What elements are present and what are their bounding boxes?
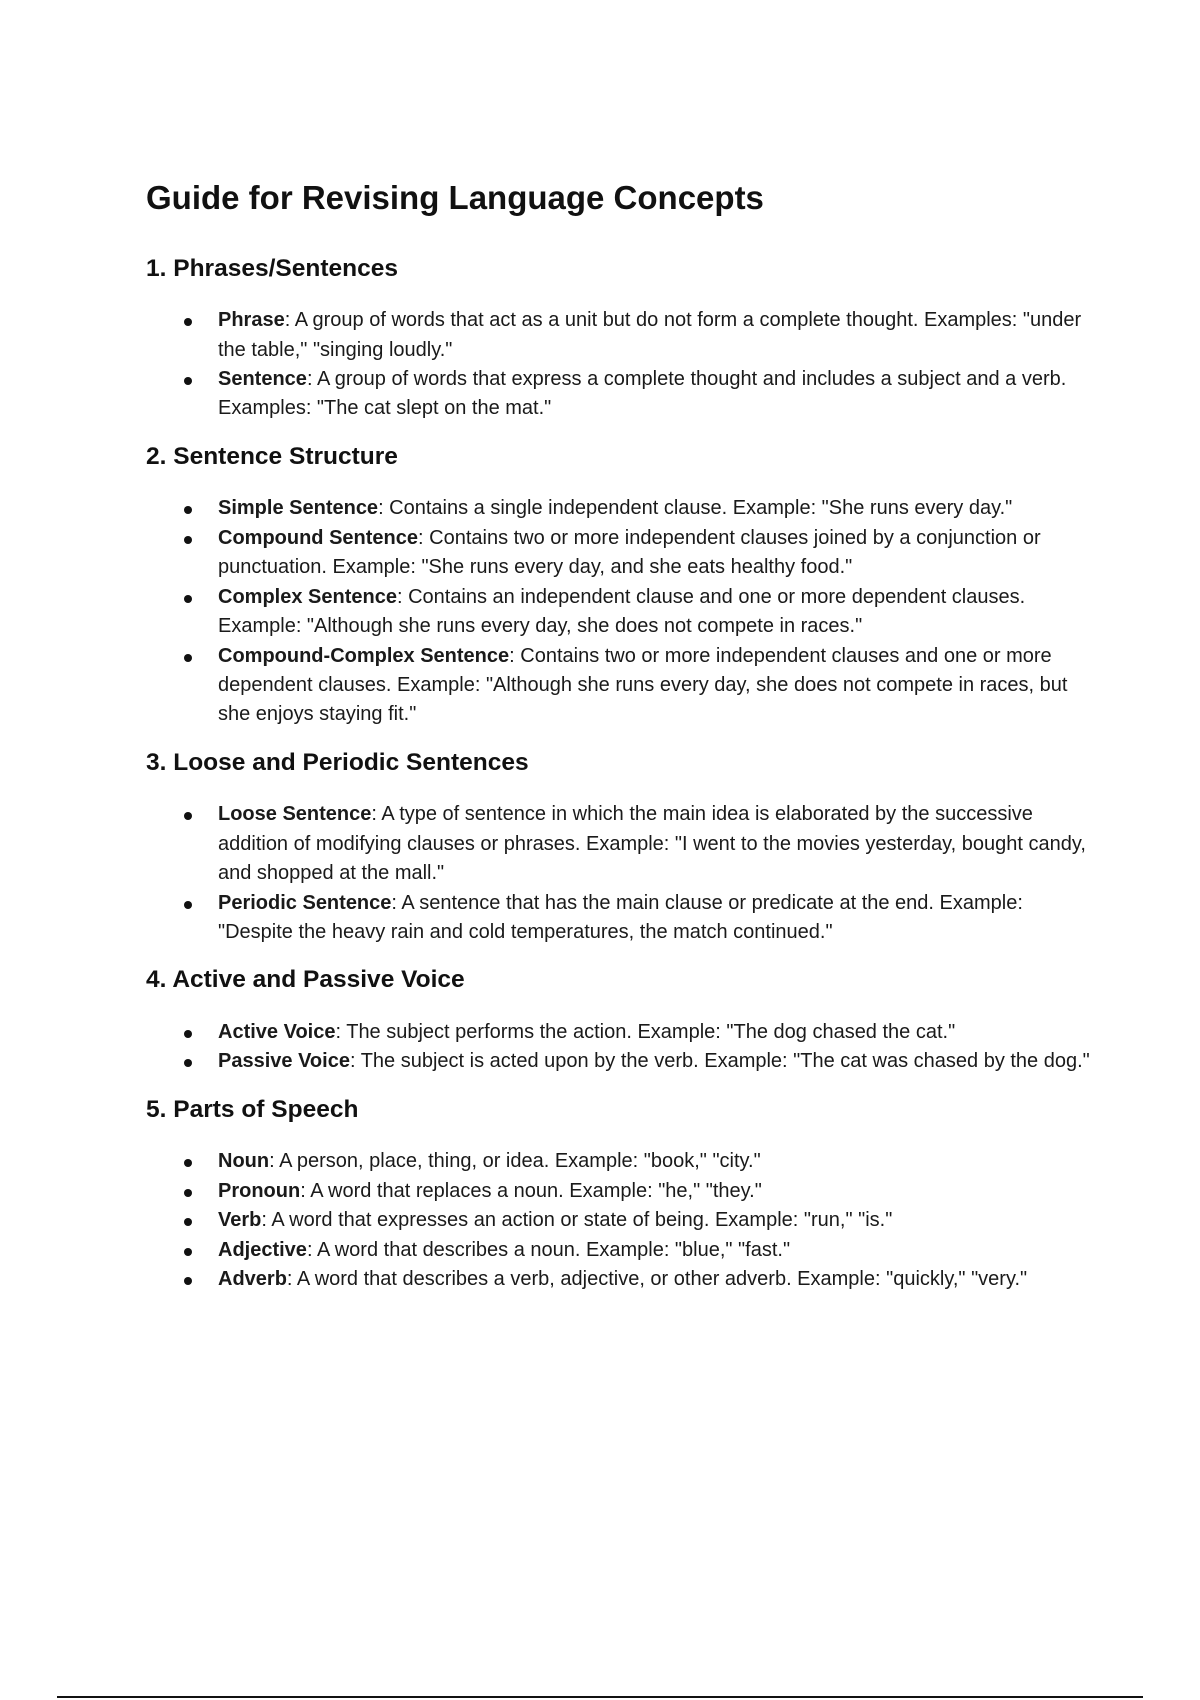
list-item [218,365,1096,424]
term-label: Passive Voice [218,1050,350,1073]
bullet-list [146,1147,1096,1294]
definition-text: : A word that expresses an action or state of being. Example: "run," "is." [261,1209,893,1232]
term-label: Compound-Complex Sentence [218,644,510,667]
bullet-icon [184,1189,192,1197]
term-label: Noun [218,1150,270,1173]
bullet-icon [184,812,192,820]
term-label: Complex Sentence [218,585,397,608]
bullet-icon [184,595,192,603]
bullet-list [146,306,1096,424]
term-label: Adverb [218,1268,287,1291]
bullet-icon [184,1218,192,1226]
section-loose-periodic [146,748,1096,948]
list-item [218,1265,1096,1294]
list-item [218,524,1096,583]
section-parts-of-speech [146,1095,1096,1295]
bullet-list [146,1018,1096,1077]
list-item [218,306,1096,365]
bullet-icon [184,1159,192,1167]
term-label: Pronoun [218,1179,301,1202]
bullet-icon [184,901,192,909]
section-active-passive [146,965,1096,1076]
definition-text: : A sentence that has the main clause or predicate at the end. Example: "Despite the heavy rain and cold temperatures, the match continued." [218,891,1023,943]
list-item [218,642,1096,730]
section-heading: 1. Phrases/Sentences [146,254,398,282]
term-label: Loose Sentence [218,803,372,826]
section-sentence-structure [146,442,1096,730]
definition-text: : A word that describes a verb, adjective, or other adverb. Example: "quickly," "very." [286,1268,1028,1291]
definition-text: : A word that describes a noun. Example: "blue," "fast." [306,1238,791,1261]
bullet-list [146,800,1096,947]
list-item [218,1047,1096,1076]
term-label: Verb [218,1209,262,1232]
list-item [218,1177,1096,1206]
bullet-icon [184,1030,192,1038]
section-heading: 3. Loose and Periodic Sentences [146,748,529,776]
page-bottom-rule [57,1696,1143,1698]
page-title: Guide for Revising Language Concepts [146,179,764,216]
term-label: Compound Sentence [218,526,419,549]
definition-text: : Contains two or more independent clauses joined by a conjunction or punctuation. Example: "She runs every day, and she eats healthy food." [218,526,1041,579]
list-item [218,494,1096,523]
section-heading: 4. Active and Passive Voice [146,966,465,994]
list-item [218,1206,1096,1235]
bullet-icon [184,377,192,385]
definition-text: : Contains a single independent clause. Example: "She runs every day." [378,497,1013,520]
list-item [218,800,1096,888]
bullet-icon [184,654,192,662]
term-label: Active Voice [218,1021,336,1043]
definition-text: : A group of words that express a complete thought and includes a subject and a verb. Examples: "The cat slept on the mat." [218,368,1067,420]
definition-text: : Contains two or more independent clauses and one or more dependent clauses. Example: "Although she runs every day, she does not compete in races, but she enjoys staying fit." [218,644,1068,726]
term-label: Simple Sentence [218,497,379,520]
document-page [146,178,1096,1312]
term-label: Phrase [218,309,285,332]
list-item [218,1236,1096,1265]
section-phrases-sentences [146,254,1096,424]
term-label: Sentence [218,368,307,391]
definition-text: : A group of words that act as a unit but do not form a complete thought. Examples: "under the table," "singing loudly." [218,309,1082,361]
definition-text: : A type of sentence in which the main idea is elaborated by the successive addition of modifying clauses or phrases. Example: "I went to the movies yesterday, bought candy, and shopped at the mall." [218,803,1086,885]
bullet-icon [184,506,192,514]
list-item [218,1147,1096,1176]
term-label: Periodic Sentence [218,891,392,914]
term-label: Adjective [218,1238,307,1261]
bullet-list [146,494,1096,729]
list-item [218,1018,1096,1047]
section-heading: 2. Sentence Structure [146,442,398,470]
list-item [218,583,1096,642]
bullet-icon [184,1277,192,1285]
bullet-icon [184,1248,192,1256]
bullet-icon [184,1059,192,1067]
definition-text: : The subject is acted upon by the verb. Example: "The cat was chased by the dog." [349,1050,1090,1073]
section-heading: 5. Parts of Speech [146,1095,359,1123]
definition-text: : The subject performs the action. Example: "The dog chased the cat." [335,1021,956,1043]
definition-text: : Contains an independent clause and one or more dependent clauses. Example: "Although she runs every day, she does not compete in races." [218,585,1026,638]
definition-text: : A word that replaces a noun. Example: "he," "they." [300,1179,762,1202]
list-item [218,889,1096,948]
bullet-icon [184,318,192,326]
bullet-icon [184,536,192,544]
definition-text: : A person, place, thing, or idea. Example: "book," "city." [269,1150,761,1173]
